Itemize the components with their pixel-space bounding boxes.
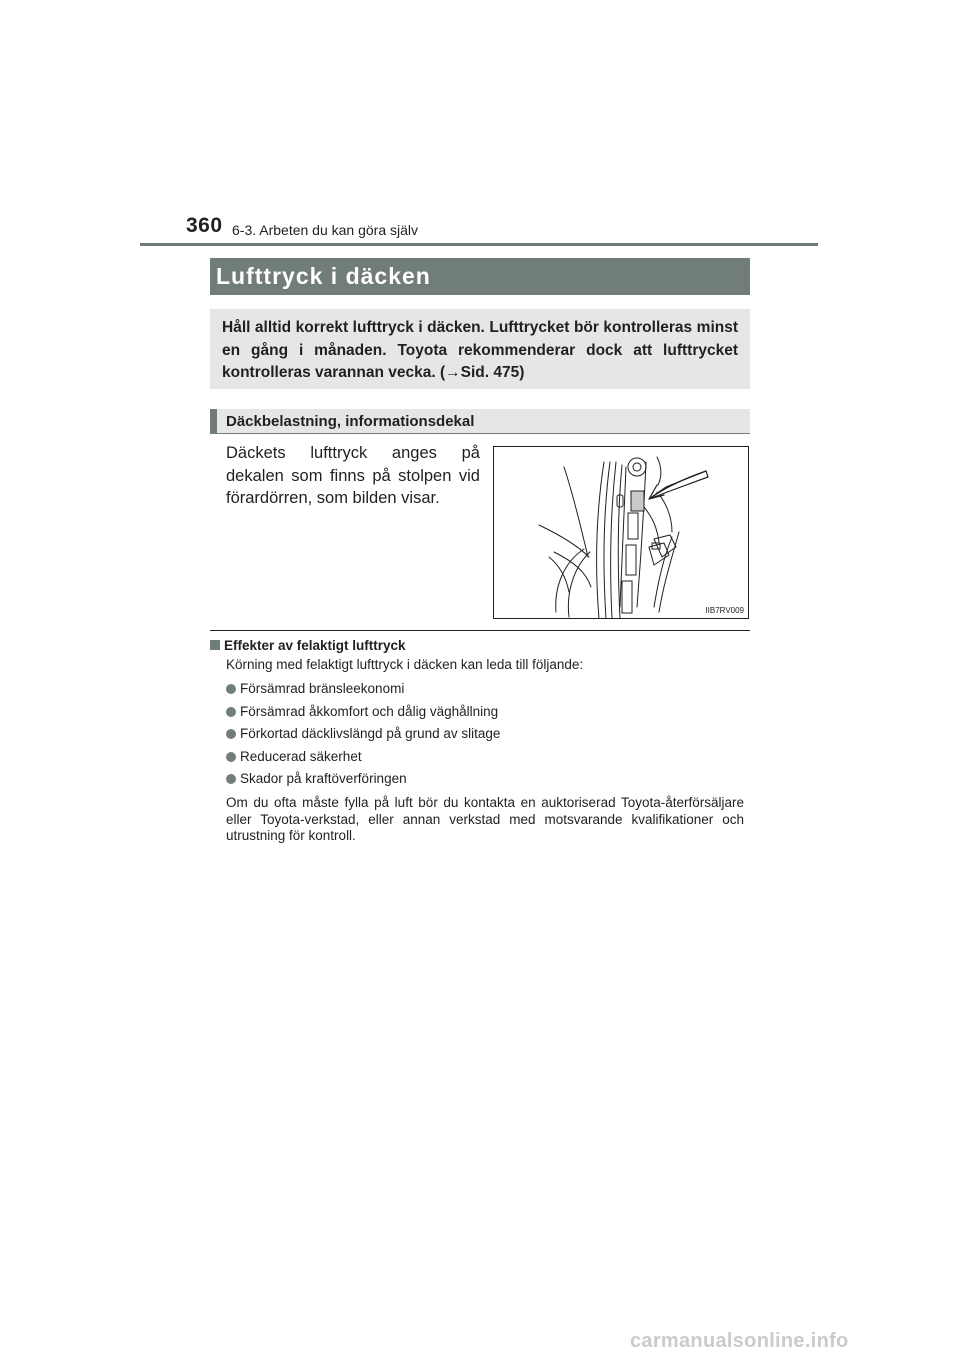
page-number: 360	[186, 214, 223, 237]
list-item: Försämrad bränsleekonomi	[226, 681, 404, 697]
section-reference: 6-3. Arbeten du kan göra själv	[232, 222, 419, 238]
bullet-icon	[226, 707, 236, 717]
intro-box: Håll alltid korrekt lufttryck i däcken. Lufttrycket bör kontrolleras minst en gång i månaden. Toyota rekommenderar dock att lufttrycket kontrolleras varannan vecka. (→Sid. 475)	[210, 309, 750, 389]
door-pillar-drawing	[494, 447, 749, 619]
watermark: carmanualsonline.info	[630, 1330, 849, 1352]
bullet-icon	[226, 774, 236, 784]
sticker-description: Däckets lufttryck anges på dekalen som finns på stolpen vid förardörren, som bilden visar.	[226, 444, 480, 507]
bullet-icon	[226, 684, 236, 694]
door-pillar-illustration	[493, 446, 749, 619]
list-item: Reducerad säkerhet	[226, 749, 362, 765]
section-subheader: Däckbelastning, informationsdekal	[210, 409, 750, 434]
effects-heading	[210, 638, 406, 653]
effects-heading-text: Effekter av felaktigt lufttryck	[224, 638, 406, 653]
list-item: Skador på kraftöverföringen	[226, 771, 407, 787]
page-title: Lufttryck i däcken	[210, 258, 750, 295]
list-item: Förkortad däcklivslängd på grund av slitage	[226, 726, 500, 742]
effects-lead: Körning med felaktigt lufttryck i däcken kan leda till följande:	[226, 657, 584, 672]
bullet-icon	[226, 752, 236, 762]
section-divider	[210, 630, 750, 631]
square-bullet-icon	[210, 640, 220, 650]
list-item: Försämrad åkkomfort och dålig väghållning	[226, 704, 498, 720]
header-rule	[140, 243, 818, 246]
figure-code: IIB7RV009	[705, 606, 744, 615]
bullet-icon	[226, 729, 236, 739]
effects-closing: Om du ofta måste fylla på luft bör du kontakta en auktoriserad Toyota-återförsäljare eller Toyota-verkstad, eller annan verkstad med motsvarande kvalifikationer och utrustning för kontroll.	[226, 795, 744, 843]
